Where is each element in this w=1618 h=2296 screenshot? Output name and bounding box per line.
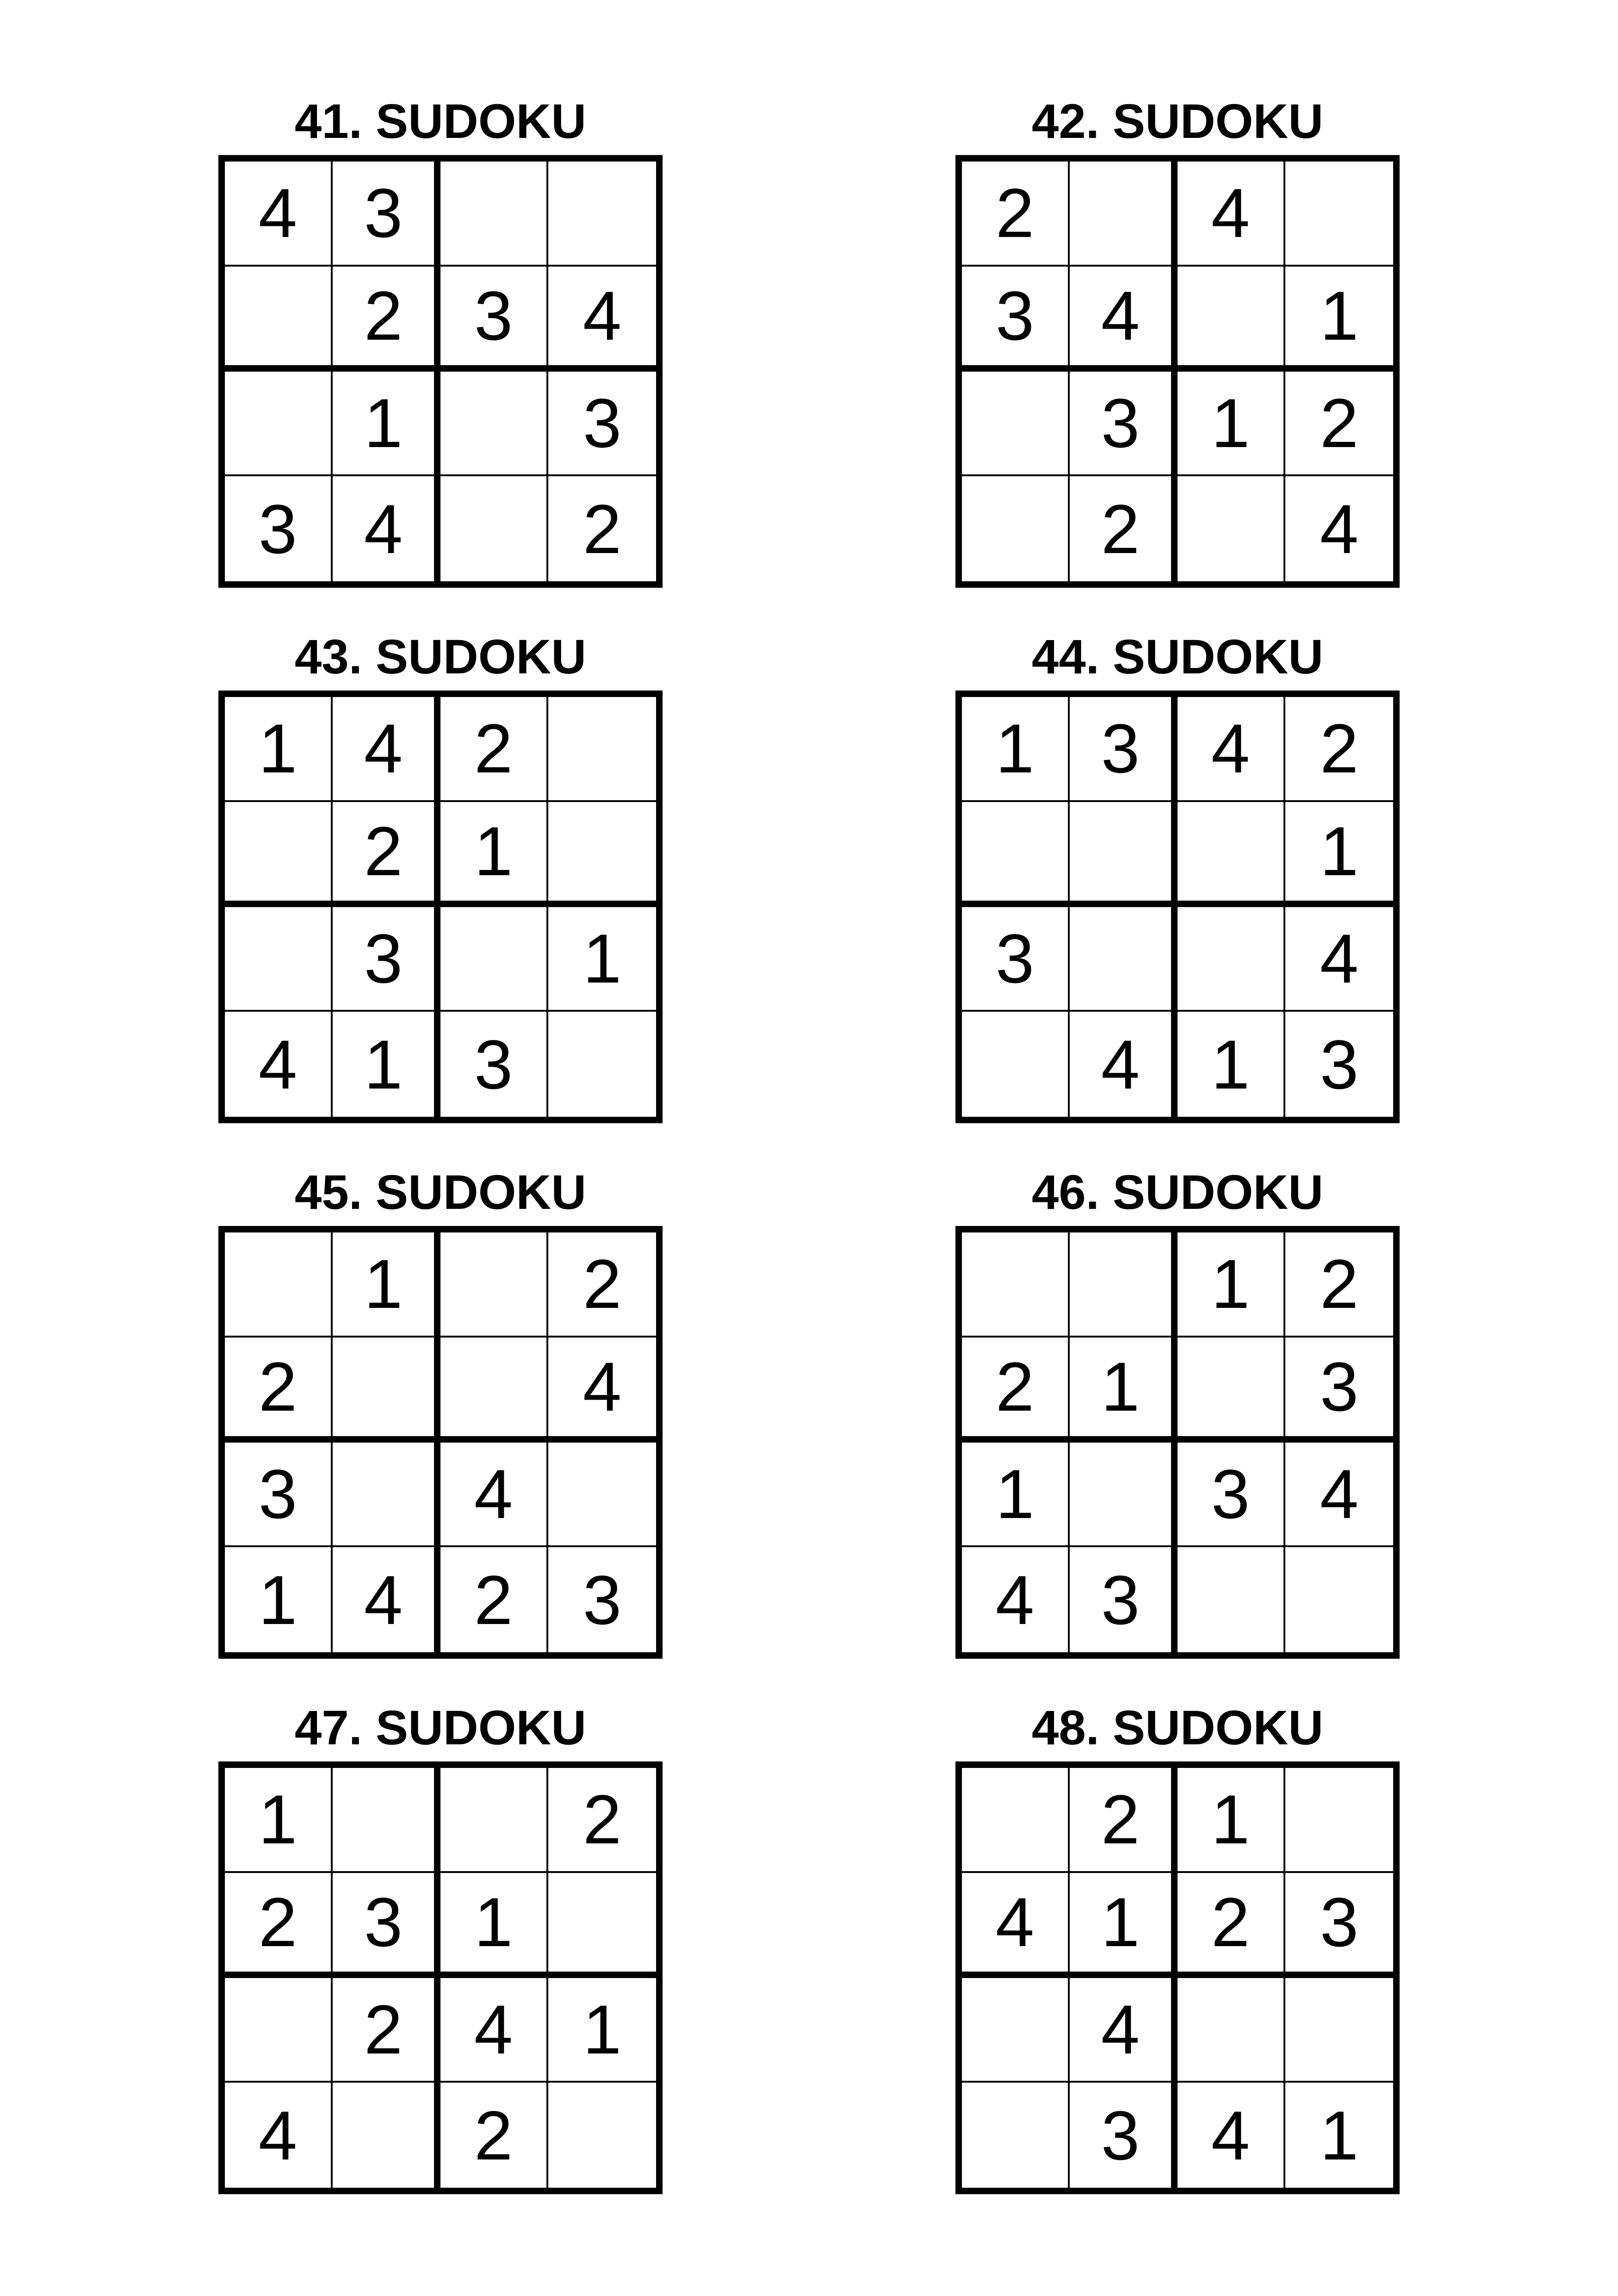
empty-cell [1178, 1547, 1285, 1652]
given-cell: 4 [333, 1547, 440, 1652]
given-cell: 2 [962, 162, 1070, 267]
empty-cell [225, 907, 333, 1012]
empty-cell [333, 1443, 440, 1548]
given-cell: 1 [440, 802, 548, 907]
empty-cell [548, 1012, 656, 1117]
empty-cell [962, 476, 1070, 581]
empty-cell [962, 1012, 1070, 1117]
sudoku-grid [218, 691, 663, 1123]
given-cell: 2 [333, 1978, 440, 2083]
given-cell: 1 [1070, 1873, 1178, 1978]
given-cell: 3 [333, 907, 440, 1012]
given-cell: 2 [1285, 1232, 1393, 1338]
puzzle-title: 44. SUDOKU [1031, 630, 1324, 684]
empty-cell [962, 2083, 1070, 2188]
empty-cell [1285, 1547, 1393, 1652]
puzzle-title: 46. SUDOKU [1031, 1165, 1324, 1220]
empty-cell [440, 162, 548, 267]
given-cell: 2 [962, 1338, 1070, 1443]
given-cell: 1 [1178, 1232, 1285, 1338]
given-cell: 2 [1070, 476, 1178, 581]
empty-cell [1285, 162, 1393, 267]
puzzle-title: 47. SUDOKU [294, 1701, 587, 1755]
empty-cell [1070, 1443, 1178, 1548]
given-cell: 3 [1070, 372, 1178, 477]
empty-cell [548, 802, 656, 907]
puzzle-title: 45. SUDOKU [294, 1165, 587, 1220]
puzzle-title: 43. SUDOKU [294, 630, 587, 684]
given-cell: 1 [1285, 802, 1393, 907]
given-cell: 1 [1285, 267, 1393, 372]
empty-cell [1178, 1338, 1285, 1443]
given-cell: 4 [1285, 907, 1393, 1012]
given-cell: 1 [548, 1978, 656, 2083]
given-cell: 3 [548, 372, 656, 477]
given-cell: 1 [1178, 1012, 1285, 1117]
empty-cell [225, 802, 333, 907]
empty-cell [225, 267, 333, 372]
given-cell: 4 [225, 2083, 333, 2188]
given-cell: 1 [225, 1768, 333, 1873]
given-cell: 3 [333, 1873, 440, 1978]
given-cell: 1 [548, 907, 656, 1012]
empty-cell [962, 1232, 1070, 1338]
empty-cell [962, 1978, 1070, 2083]
empty-cell [1178, 1978, 1285, 2083]
empty-cell [548, 162, 656, 267]
sudoku-grid [955, 1226, 1400, 1659]
empty-cell [1070, 802, 1178, 907]
given-cell: 4 [1320, 490, 1359, 568]
empty-cell [225, 1978, 333, 2083]
given-cell: 1 [333, 372, 440, 477]
empty-cell [962, 372, 1070, 477]
given-cell: 3 [333, 162, 440, 267]
given-cell: 1 [333, 1232, 440, 1338]
empty-cell [1178, 802, 1285, 907]
sudoku-grid [218, 155, 663, 588]
given-cell: 1 [962, 697, 1070, 802]
sudoku-grid [955, 155, 1400, 588]
given-cell: 2 [1285, 697, 1393, 802]
empty-cell [333, 1338, 440, 1443]
given-cell: 2 [1070, 1768, 1178, 1873]
given-cell: 3 [1285, 1873, 1393, 1978]
sudoku-grid [955, 691, 1400, 1123]
given-cell: 4 [962, 1873, 1070, 1978]
given-cell: 2 [583, 490, 622, 568]
empty-cell [440, 372, 548, 477]
given-cell: 3 [225, 1443, 333, 1548]
given-cell: 1 [1178, 372, 1285, 477]
given-cell: 2 [333, 802, 440, 907]
given-cell: 4 [1178, 162, 1285, 267]
given-cell: 3 [440, 1012, 548, 1117]
given-cell: 2 [1178, 1873, 1285, 1978]
empty-cell [1070, 907, 1178, 1012]
given-cell: 3 [962, 907, 1070, 1012]
empty-cell [1178, 907, 1285, 1012]
given-cell: 2 [440, 697, 548, 802]
puzzle-title: 48. SUDOKU [1031, 1701, 1324, 1755]
given-cell: 4 [1178, 2083, 1285, 2188]
empty-cell [1178, 476, 1285, 581]
given-cell: 1 [225, 697, 333, 802]
given-cell: 3 [1070, 2083, 1178, 2188]
sudoku-grid [218, 1761, 663, 2194]
given-cell: 4 [548, 267, 656, 372]
given-cell: 2 [333, 267, 440, 372]
given-cell: 3 [1070, 697, 1178, 802]
empty-cell [548, 697, 656, 802]
puzzle-title: 42. SUDOKU [1031, 94, 1324, 149]
empty-cell [225, 1232, 333, 1338]
given-cell: 1 [1178, 1768, 1285, 1873]
empty-cell [548, 1873, 656, 1978]
empty-cell [1285, 1978, 1393, 2083]
given-cell: 4 [440, 1443, 548, 1548]
given-cell: 4 [333, 476, 440, 581]
empty-cell [225, 372, 333, 477]
given-cell: 4 [1285, 1443, 1393, 1548]
given-cell: 2 [225, 1338, 333, 1443]
empty-cell [440, 1338, 548, 1443]
given-cell: 3 [1070, 1547, 1178, 1652]
given-cell: 4 [1070, 267, 1178, 372]
given-cell: 4 [440, 1978, 548, 2083]
given-cell: 1 [333, 1012, 440, 1117]
empty-cell [440, 1232, 548, 1338]
given-cell: 2 [225, 1873, 333, 1978]
given-cell: 4 [548, 1338, 656, 1443]
puzzle-title: 41. SUDOKU [294, 94, 587, 149]
given-cell: 1 [440, 1873, 548, 1978]
empty-cell [1070, 162, 1178, 267]
given-cell: 1 [225, 1547, 333, 1652]
given-cell: 3 [1285, 1338, 1393, 1443]
given-cell: 3 [583, 1561, 622, 1639]
given-cell: 3 [440, 267, 548, 372]
given-cell: 1 [1070, 1338, 1178, 1443]
empty-cell [548, 2083, 656, 2188]
empty-cell [962, 1768, 1070, 1873]
empty-cell [440, 476, 548, 581]
given-cell: 1 [1320, 2096, 1359, 2174]
empty-cell [548, 1443, 656, 1548]
empty-cell [440, 1768, 548, 1873]
sudoku-grid [955, 1761, 1400, 2194]
given-cell: 4 [333, 697, 440, 802]
given-cell: 2 [1285, 372, 1393, 477]
given-cell: 4 [1178, 697, 1285, 802]
given-cell: 2 [440, 2083, 548, 2188]
empty-cell [333, 2083, 440, 2188]
given-cell: 3 [1320, 1025, 1359, 1103]
empty-cell [1285, 1768, 1393, 1873]
given-cell: 4 [962, 1547, 1070, 1652]
given-cell: 4 [1070, 1012, 1178, 1117]
given-cell: 4 [1070, 1978, 1178, 2083]
given-cell: 3 [962, 267, 1070, 372]
given-cell: 1 [962, 1443, 1070, 1548]
given-cell: 2 [548, 1232, 656, 1338]
given-cell: 3 [225, 476, 333, 581]
empty-cell [962, 802, 1070, 907]
empty-cell [1178, 267, 1285, 372]
given-cell: 2 [440, 1547, 548, 1652]
empty-cell [333, 1768, 440, 1873]
given-cell: 3 [1178, 1443, 1285, 1548]
given-cell: 2 [548, 1768, 656, 1873]
empty-cell [440, 907, 548, 1012]
empty-cell [1070, 1232, 1178, 1338]
given-cell: 4 [225, 1012, 333, 1117]
given-cell: 4 [225, 162, 333, 267]
sudoku-grid [218, 1226, 663, 1659]
